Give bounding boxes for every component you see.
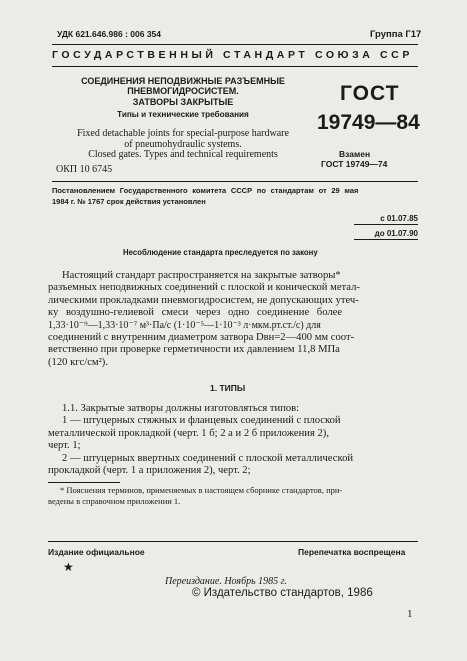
section-paragraph: [48, 403, 418, 477]
law-notice: Несоблюдение стандарта преследуется по закону: [123, 248, 318, 257]
intro-line: Настоящий стандарт распространяется на закрытые затворы*: [62, 270, 341, 281]
title-ru: [66, 76, 300, 121]
title-en-line: Closed gates. Types and technical requirements: [88, 149, 278, 161]
title-ru-line: СОЕДИНЕНИЯ НЕПОДВИЖНЫЕ РАЗЪЕМНЫЕ: [81, 76, 285, 86]
footer-rule: [48, 541, 418, 542]
decree-line: Постановлением Государственного комитета СССР по стандартам от 29 мая: [52, 186, 359, 195]
section-line: 1 — штуцерных стяжных и фланцевых соединений с плоской: [62, 415, 341, 427]
intro-line: (120 кгс/см²).: [48, 356, 108, 368]
decree-rule: [52, 181, 418, 182]
title-en-line: of pneumohydraulic systems.: [124, 138, 242, 150]
title-ru-line: ЗАТВОРЫ ЗАКРЫТЫЕ: [132, 96, 234, 107]
title-ru-subtitle: Типы и технические требования: [117, 110, 249, 120]
intro-line: 1,33·10⁻⁹—1,33·10⁻⁷ м³·Па/с (1·10⁻⁵—1·10⁻³ л·мкм.рт.ст./с) для: [48, 319, 321, 331]
section-title: 1. ТИПЫ: [210, 383, 246, 393]
section-line: черт. 1;: [48, 440, 81, 452]
okp-code: ОКП 10 6745: [56, 164, 113, 175]
title-ru-line: ПНЕВМОГИДРОСИСТЕМ.: [127, 86, 239, 97]
section-line: прокладкой (черт. 1 а приложения 2), черт. 2;: [48, 465, 251, 477]
validity-from: с 01.07.85: [354, 214, 418, 225]
reprint-notice: Перепечатка воспрещена: [298, 547, 406, 557]
star-icon: ★: [63, 560, 74, 574]
gost-number: 19749—84: [317, 111, 420, 134]
official-edition: Издание официальное: [48, 547, 145, 557]
footnote-line: * Пояснения терминов, применяемых в настоящем сборнике стандартов, при-: [60, 485, 343, 495]
page-number: 1: [407, 608, 413, 620]
header-rule-top: [52, 44, 418, 45]
gost-label: ГОСТ: [340, 82, 400, 105]
replaced-label: Взамен: [339, 149, 371, 159]
section-line: 1.1. Закрытые затворы должны изготовляться типов:: [62, 403, 300, 414]
intro-line: соединений с внутренним диаметром затвора Dвн=2—400 мм соот-: [48, 332, 355, 344]
section-line: 2 — штуцерных ввертных соединений с плоской металлической: [62, 452, 354, 464]
reissue-note: Переиздание. Ноябрь 1985 г.: [165, 576, 287, 587]
intro-line: разъемных неподвижных соединений с плоской и конической метал-: [48, 282, 360, 294]
footnote-rule: [48, 482, 120, 483]
title-en-line: Fixed detachable joints for special-purpose hardware: [77, 128, 289, 139]
copyright: © Издательство стандартов, 1986: [192, 587, 373, 599]
replaced-standard: ГОСТ 19749—74: [321, 159, 388, 169]
validity-to: до 01.07.90: [354, 229, 418, 240]
udk-code: УДК 621.646.986 : 006 354: [57, 29, 162, 39]
group-code: Группа Г17: [370, 29, 422, 40]
decree-line: 1984 г. № 1767 срок действия установлен: [52, 197, 206, 206]
intro-line: лическими прокладками пневмогидросистем, не допускающих утеч-: [48, 294, 359, 306]
header-rule-bottom: [52, 66, 418, 67]
section-line: металлической прокладкой (черт. 1 б; 2 а и 2 б приложения 2),: [48, 427, 329, 439]
intro-line: ку воздушно-гелиевой смеси через одно соединение более: [48, 307, 343, 319]
intro-line: ветственно при проверке герметичности их давлением 11,8 МПа: [48, 344, 340, 356]
decree-text: [52, 185, 418, 207]
title-en: [63, 129, 303, 161]
footnote-line: ведены в справочном приложении 1.: [48, 495, 181, 506]
intro-paragraph: [48, 270, 416, 369]
standard-banner: ГОСУДАРСТВЕННЫЙ СТАНДАРТ СОЮЗА ССР: [52, 49, 413, 61]
footnote: [48, 485, 418, 506]
